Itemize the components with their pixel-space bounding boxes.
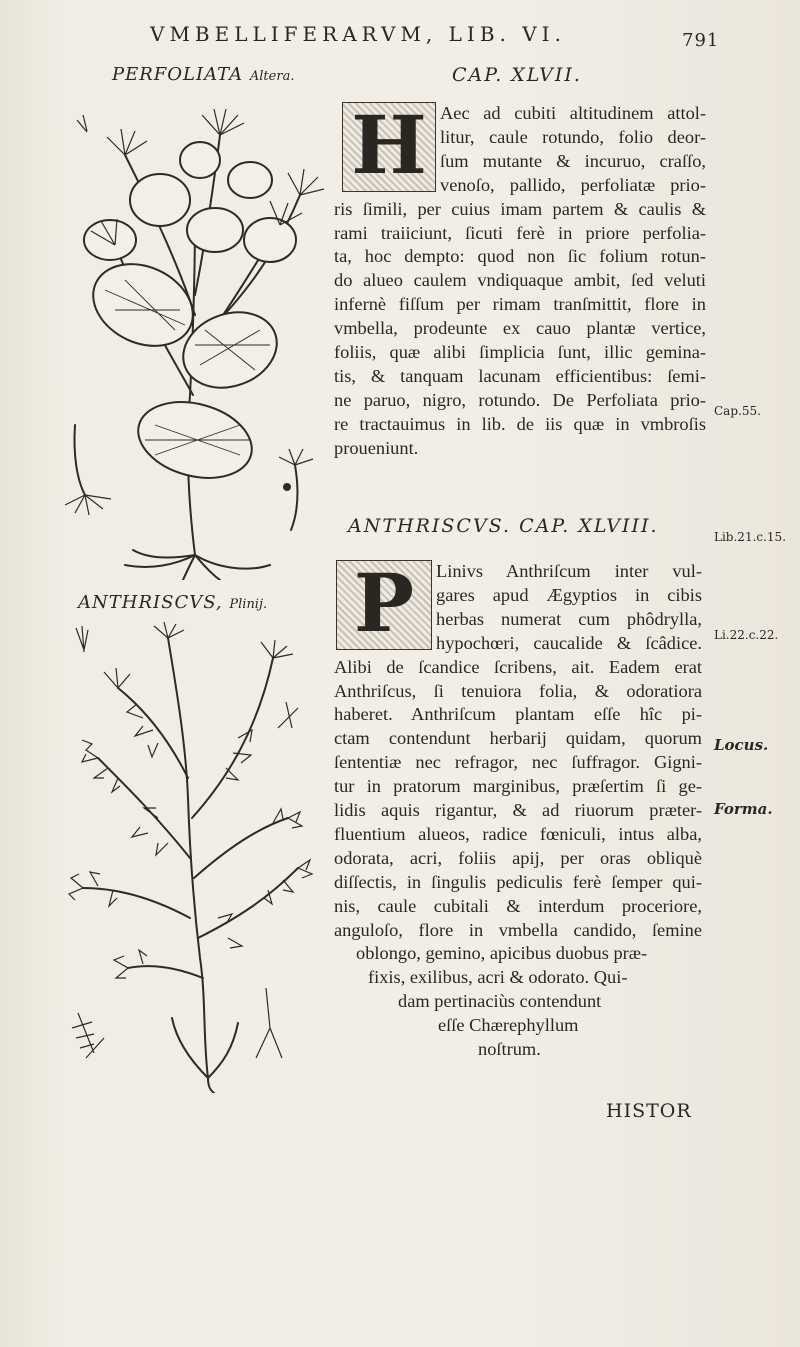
- text-line: tur in pratorum marginibus, præſertim ſi ge-: [334, 776, 702, 797]
- initial-letter: H: [351, 98, 427, 193]
- text-line: fixis, exilibus, acri & odorato. Qui-: [368, 967, 628, 988]
- section2-text-wrap: [436, 560, 702, 656]
- text-line: odorata, acri, foliis apij, per oras obliquè: [334, 847, 702, 868]
- text-line: herbas numerat cum phôdrylla,: [436, 608, 702, 629]
- text-line: ſum mutante & incuruo, craſſo,: [440, 150, 706, 171]
- text-line: litur, caule rotundo, folio deor-: [440, 126, 706, 147]
- text-line: infernè fiſſum per rimam tranſmittit, flore in: [334, 294, 706, 315]
- text-line: dam pertinaciùs contendunt: [398, 991, 602, 1012]
- text-line: tis, & tanquam lacunam efficientibus: ſemi-: [334, 365, 706, 386]
- text-line: Anthriſcus, ſi tenuiora folia, & odoratiora: [334, 680, 702, 701]
- margin-note-forma: Forma.: [714, 800, 773, 818]
- margin-note-lib-22: Li.22.c.22.: [714, 628, 779, 642]
- margin-note-locus: Locus.: [714, 736, 769, 754]
- text-line: vmbella, prodeunte ex cauo plantæ vertice,: [334, 318, 706, 339]
- margin-note-lib-21: Lib.21.c.15.: [714, 530, 787, 544]
- plant-label-main: PERFOLIATA: [112, 64, 244, 85]
- text-line: fluentium alueos, radice fœniculi, intus alba,: [334, 823, 702, 844]
- plant-label-anthriscus: [78, 592, 267, 613]
- plant-label-main: ANTHRISCVS,: [78, 592, 223, 613]
- section2-text-taper: [354, 942, 704, 1062]
- running-title: VMBELLIFERARVM, LIB. VI.: [150, 22, 566, 46]
- text-line: ris ſimili, per cuius imam partem & caulis &: [334, 198, 706, 219]
- plant-label-perfoliata: [112, 64, 294, 85]
- chapter-heading-47: CAP. XLVII.: [452, 64, 582, 86]
- section1-text-full: [334, 198, 706, 461]
- plant-label-sub: Altera.: [249, 69, 295, 84]
- text-line: Linivs Anthriſcum inter vul-: [436, 561, 702, 581]
- text-line: diſſectis, in ſingulis pediculis ferè ſemper qui-: [334, 871, 702, 892]
- text-line: hypochœri, caucalide & ſcâdice.: [436, 632, 702, 653]
- text-line: anguloſo, flore in vmbella candido, ſemine: [334, 919, 702, 940]
- text-line: venoſo, pallido, perfoliatæ prio-: [440, 174, 706, 195]
- text-line: lidis aquis rigantur, & ad riuorum præter-: [334, 800, 702, 821]
- section2-text-full: [334, 656, 702, 943]
- perfoliata-woodcut-illustration: [55, 95, 330, 580]
- decorated-initial-h: [342, 98, 436, 193]
- chapter-heading-48: ANTHRISCVS. CAP. XLVIII.: [348, 515, 659, 537]
- text-line: gares apud Ægyptios in cibis: [436, 584, 702, 605]
- page-number: 791: [682, 30, 720, 51]
- text-line: ne paruo, nigro, rotundo. De Perfoliata prio-: [334, 389, 706, 410]
- section1-text-wrap: [440, 102, 706, 198]
- text-line: oblongo, gemino, apicibus duobus præ-: [356, 943, 648, 964]
- text-line: noſtrum.: [478, 1039, 541, 1060]
- catchword: HISTOR: [606, 1100, 692, 1122]
- text-line: eſſe Chærephyllum: [438, 1015, 579, 1036]
- text-line: ſententiæ nec refragor, nec ſuffragor. Gigni-: [334, 752, 702, 773]
- text-line: ta, hoc dempto: quod non ſic folium rotun-: [334, 246, 706, 267]
- decorated-initial-p: [336, 556, 432, 651]
- initial-letter: P: [353, 556, 415, 651]
- margin-note-cap: Cap.55.: [714, 404, 761, 418]
- text-line: proueniunt.: [334, 437, 419, 458]
- text-line: haberet. Anthriſcum plantam eſſe hîc pi-: [334, 704, 702, 725]
- text-line: nis, caule cubitali & interdum proceriore,: [334, 895, 702, 916]
- text-line: rami traiiciunt, ſicuti ferè in priore perfolia-: [334, 222, 706, 243]
- text-line: Aec ad cubiti altitudinem attol-: [440, 103, 706, 123]
- text-line: do alueo caulem vndiquaque ambit, ſed veluti: [334, 270, 706, 291]
- text-line: foliis, quæ alibi ſimplicia ſunt, illic gemina-: [334, 342, 706, 363]
- text-line: ctam contendunt herbarij quidam, quorum: [334, 728, 702, 749]
- plant-label-sub: Plinij.: [229, 597, 268, 612]
- anthriscus-woodcut-illustration: [58, 618, 320, 1093]
- text-line: Alibi de ſcandice ſcribens, ait. Eadem erat: [334, 656, 702, 677]
- text-line: re tractauimus in lib. de iis quæ in vmbroſis: [334, 413, 706, 434]
